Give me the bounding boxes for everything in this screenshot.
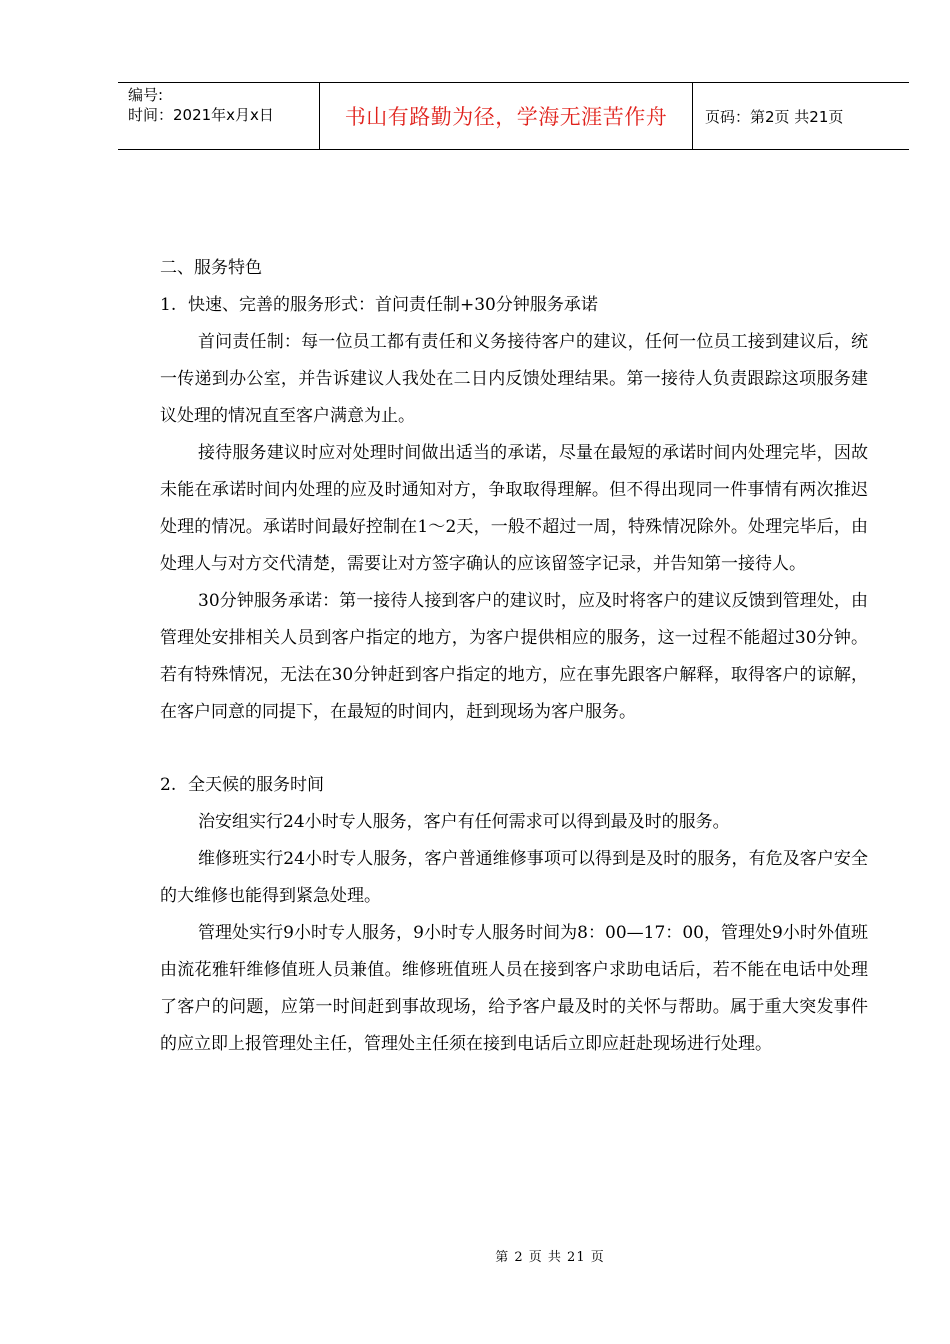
item-2-paragraph: 治安组实行24小时专人服务，客户有任何需求可以得到最及时的服务。: [198, 812, 730, 832]
page-footer: 第 2 页 共 21 页: [495, 1250, 605, 1265]
item-2-heading: [160, 767, 868, 804]
section-title: 二、服务特色: [160, 258, 262, 278]
item-2-paragraph: 维修班实行24小时专人服务，客户普通维修事项可以得到是及时的服务，有危及客户安全的大维修也能得到紧急处理。: [160, 849, 868, 906]
header-page-number: 页码：第2页 共21页: [705, 107, 844, 126]
header-motto: 书山有路勤为径，学海无涯苦作舟: [320, 83, 693, 149]
item-2-number: 2.: [160, 775, 177, 795]
item-2-paragraph: 管理处实行9小时专人服务，9小时专人服务时间为8：00—17：00，管理处9小时外值班由流花雅轩维修值班人员兼值。维修班值班人员在接到客户求助电话后，若不能在电话中处理了客户的问题，应第一时间赶到事故现场，给予客户最及时的关怀与帮助。属于重大突发事件的应立即上报管理处主任，管理处主任须在接到电话后立即应赶赴现场进行处理。: [160, 923, 868, 1054]
page-header: [118, 82, 909, 150]
header-meta: [118, 83, 320, 149]
item-1-paragraph: 首问责任制：每一位员工都有责任和义务接待客户的建议，任何一位员工接到建议后，统一传递到办公室，并告诉建议人我处在二日内反馈处理结果。第一接待人负责跟踪这项服务建议处理的情况直至客户满意为止。: [160, 332, 868, 426]
item-1-heading: [160, 287, 868, 324]
item-1-title: 快速、完善的服务形式：首问责任制+30分钟服务承诺: [188, 295, 598, 315]
document-number-label: 编号:: [128, 86, 164, 104]
item-1-paragraph: 接待服务建议时应对处理时间做出适当的承诺，尽量在最短的承诺时间内处理完毕，因故未能在承诺时间内处理的应及时通知对方，争取取得理解。但不得出现同一件事情有两次推迟处理的情况。承诺时间最好控制在1～2天，一般不超过一周，特殊情况除外。处理完毕后，由处理人与对方交代清楚，需要让对方签字确认的应该留签字记录，并告知第一接待人。: [160, 443, 868, 574]
item-2-title: 全天候的服务时间: [188, 775, 324, 795]
item-1-number: 1.: [160, 295, 177, 315]
item-1-paragraph: 30分钟服务承诺：第一接待人接到客户的建议时，应及时将客户的建议反馈到管理处，由管理处安排相关人员到客户指定的地方，为客户提供相应的服务，这一过程不能超过30分钟。若有特殊情况，无法在30分钟赶到客户指定的地方，应在事先跟客户解释，取得客户的谅解，在客户同意的同提下，在最短的时间内，赶到现场为客户服务。: [160, 591, 868, 722]
document-time-label: 时间：2021年x月x日: [128, 106, 274, 124]
document-body: [160, 250, 868, 1063]
